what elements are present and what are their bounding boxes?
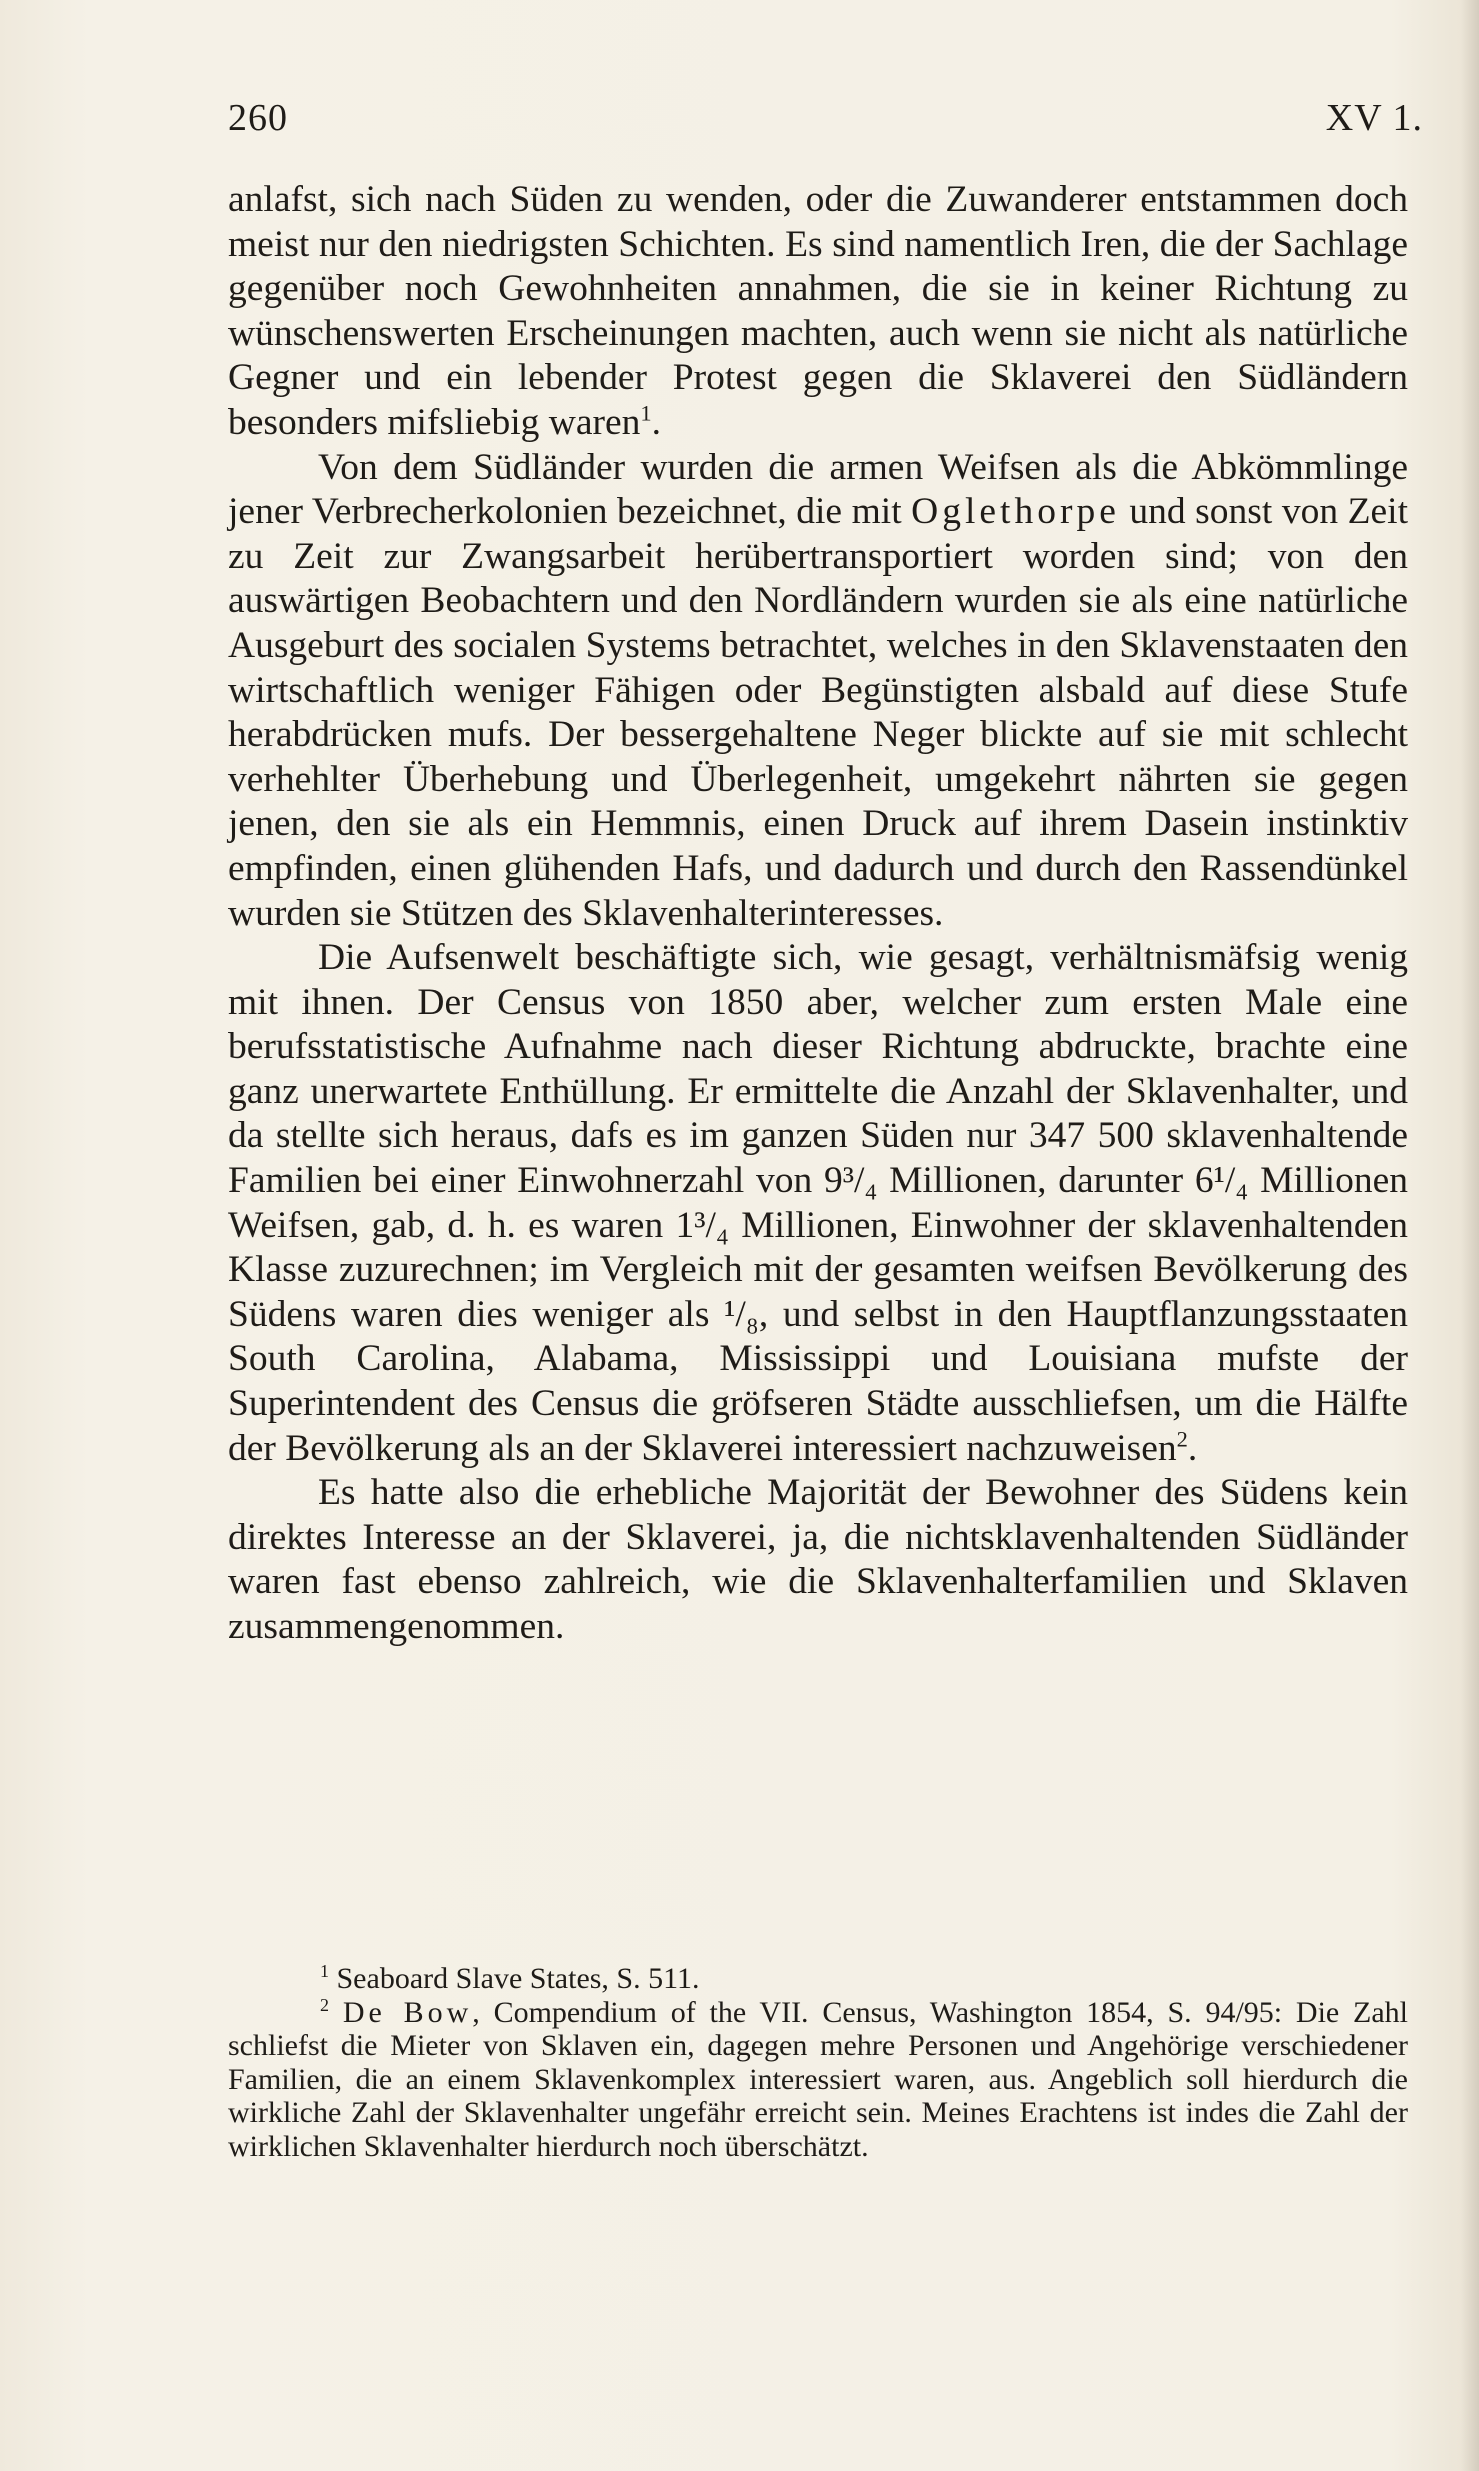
- footnote-1-mark: 1: [320, 1961, 329, 1981]
- paragraph-2-rest: und sonst von Zeit zu Zeit zur Zwangsarbeit herübertransportiert worden sind; von den auswärtigen Beobachtern und den Nordländern wurden sie als eine natürliche Ausgeburt des socialen Systems betrachtet, welches in den Sklavenstaaten den wirtschaftlich weniger Fähigen oder Begünstigten alsbald auf diese Stufe herabdrücken mufs. Der bessergehaltene Neger blickte auf sie mit schlecht verhehlter Überhebung und Überlegenheit, umgekehrt nährten sie gegen jenen, den sie als ein Hemmnis, einen Druck auf ihrem Dasein instinktiv empfinden, einen glühenden Hafs, und dadurch und durch den Rassendünkel wurden sie Stützen des Sklavenhalterinteresses.: [228, 491, 1408, 934]
- paragraph-3-g: Millionen, Einwohner der sklavenhaltenden Klasse zuzurechnen; im Vergleich mit der gesamten weifsen Bevölkerung des Südens waren dies weniger als: [228, 1204, 1409, 1335]
- body-text: [228, 178, 1408, 1650]
- paragraph-3-end: .: [1187, 1427, 1198, 1469]
- paragraph-4: [228, 1471, 1408, 1649]
- fraction-1-3-4: 1³/₄: [675, 1204, 729, 1246]
- running-head: XV 1.: [1325, 97, 1423, 139]
- footnote-2-text: , Compendium of the VII. Census, Washington 1854, S. 94/95: Die Zahl schliefst die Mieter von Sklaven ein, dagegen mehre Personen und Angehörige verschiedener Familien, die an einem Sklavenkomplex interessiert waren, aus. Angeblich soll hierdurch die wirkliche Zahl der Sklavenhalter ungefähr erreicht sein. Meines Erachtens ist indes die Zahl der wirklichen Sklavenhalter hierdurch noch überschätzt.: [228, 1995, 1409, 2163]
- paragraph-1-end: .: [651, 401, 662, 443]
- paragraph-1: [228, 178, 1408, 446]
- footnote-2-mark: 2: [320, 1994, 329, 2015]
- page-header: [228, 96, 1423, 146]
- footnote-1-text: Seaboard Slave States, S. 511.: [329, 1962, 700, 1995]
- footnote-2-author: De Bow: [342, 1995, 473, 2029]
- fraction-1-8: ¹/₈: [724, 1293, 759, 1335]
- footnotes: [228, 1962, 1408, 2163]
- paragraph-1-text: anlafst, sich nach Süden zu wenden, oder die Zuwanderer entstammen doch meist nur den niedrigsten Schichten. Es sind namentlich Iren, die der Sachlage gegenüber noch Gewohnheiten annahmen, die sie in keiner Richtung zu wünschenswerten Erscheinungen machten, auch wenn sie nicht als natürliche Gegner und ein lebender Protest gegen die Sklaverei den Südländern besonders mifsliebig waren: [228, 179, 1408, 443]
- fraction-9-3-4: 9³/₄: [823, 1160, 878, 1202]
- name-oglethorpe: Oglethorpe: [911, 491, 1120, 533]
- paragraph-4-text: Es hatte also die erhebliche Majorität der Bewohner des Südens kein direktes Interesse an der Sklaverei, ja, die nichtsklavenhaltenden Südländer waren fast ebenso zahlreich, wie die Sklavenhalterfamilien und Sklaven zusammengenommen.: [228, 1472, 1408, 1647]
- footnote-ref-1: 1: [640, 400, 652, 426]
- paragraph-2: [228, 446, 1408, 937]
- paragraph-3-i: , und selbst in den Hauptflanzungsstaaten South Carolina, Alabama, Mississippi und Louisiana mufste der Superintendent des Census die gröfseren Städte ausschliefsen, um die Hälfte der Bevölkerung als an der Sklaverei interessiert nachzuweisen: [228, 1293, 1409, 1469]
- page-edge-shadow: [1461, 0, 1479, 2471]
- footnote-2: [228, 1996, 1408, 2164]
- page-number: 260: [228, 97, 288, 139]
- fraction-6-1-4: 6¹/₄: [1194, 1160, 1249, 1202]
- paragraph-3: [228, 936, 1408, 1471]
- paragraph-3-a: Die Aufsenwelt beschäftigte sich, wie gesagt, verhältnismäfsig wenig mit ihnen. Der Census von 1850 aber, welcher zum ersten Male eine berufsstatistische Aufnahme nach dieser Richtung abdruckte, brachte eine ganz unerwartete Enthüllung. Er ermittelte die Anzahl der Sklavenhalter, und da stellte sich heraus, dafs es im ganzen Süden nur 347 500 sklavenhaltende Familien bei einer Einwohnerzahl von: [228, 937, 1408, 1202]
- footnote-1: [228, 1962, 1408, 1996]
- footnote-ref-2: 2: [1176, 1426, 1188, 1452]
- paragraph-2-start: Von dem Südländer wurden die armen Weifsen als die Abkömmlinge jener Verbrecherkolonien bezeichnet, die mit: [228, 446, 1408, 533]
- paragraph-3-c: Millionen, darunter: [877, 1160, 1195, 1202]
- paragraph-3-e: Millionen Weifsen, gab, d. h. es waren: [228, 1160, 1408, 1246]
